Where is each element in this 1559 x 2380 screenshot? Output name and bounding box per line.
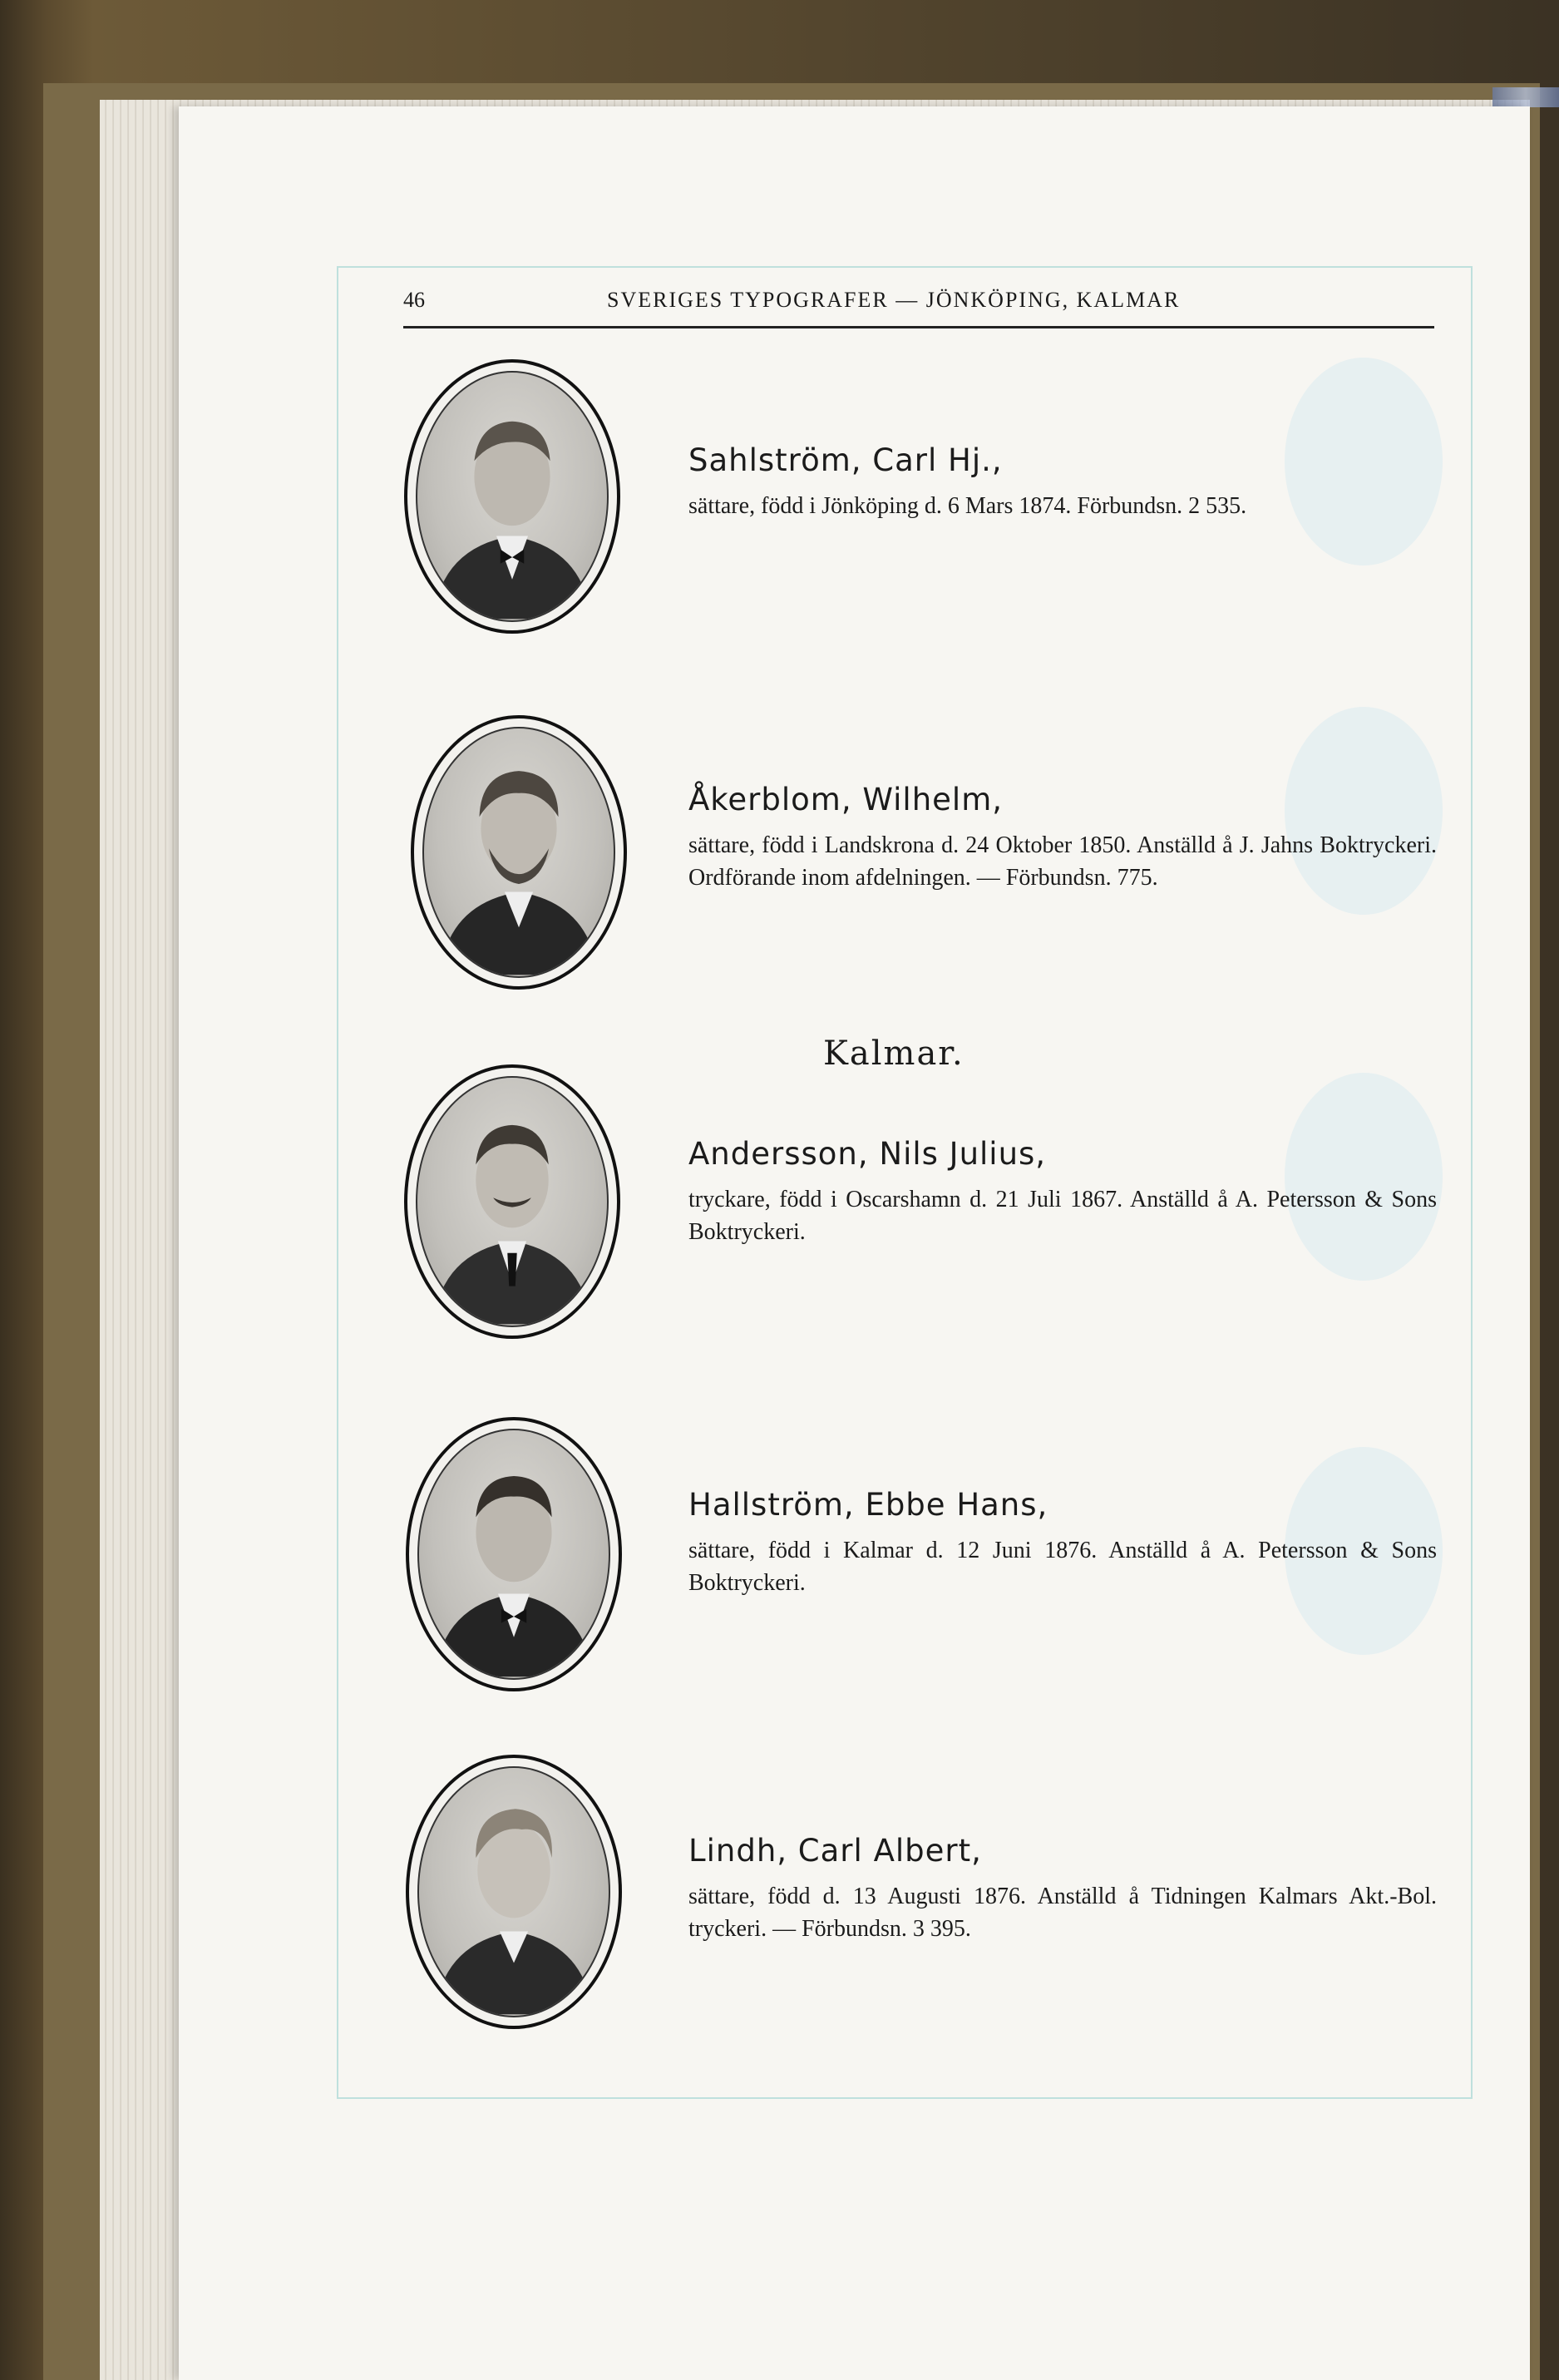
entry-text: tryckare, född i Oscarshamn d. 21 Juli 1867. Anställd å A. Petersson & Sons Boktryckeri. xyxy=(688,1187,1437,1245)
entry-name: Hallström, Ebbe Hans, xyxy=(688,1487,1048,1523)
entry-name: Åkerblom, Wilhelm, xyxy=(688,782,1003,817)
entry-text: sättare, född i Jönköping d. 6 Mars 1874. Förbundsn. 2 535. xyxy=(688,493,1247,519)
entry-name: Sahlström, Carl Hj., xyxy=(688,442,1003,478)
portrait-photo xyxy=(416,1076,609,1327)
entry-name: Lindh, Carl Albert, xyxy=(688,1833,982,1869)
portrait-photo xyxy=(416,371,609,622)
biography-entry xyxy=(688,1136,1437,1248)
portrait-figure-icon xyxy=(417,1078,607,1326)
biography-entry xyxy=(688,1833,1437,1945)
page-number: 46 xyxy=(403,288,425,312)
biography-entry xyxy=(688,782,1437,894)
portrait-photo xyxy=(417,1766,610,2017)
running-title: SVERIGES TYPOGRAFER — JÖNKÖPING, KALMAR xyxy=(607,288,1181,312)
biography-entry xyxy=(688,442,1437,522)
portrait-hallstrom xyxy=(406,1417,622,1691)
entry-text: sättare, född i Landskrona d. 24 Oktober 1850. Anställd å J. Jahns Boktryckeri. Ordförande inom afdelningen. — Förbundsn. 775. xyxy=(688,832,1437,891)
portrait-lindh xyxy=(406,1755,622,2029)
portrait-andersson xyxy=(404,1064,620,1339)
biography-entry xyxy=(688,1487,1437,1599)
portrait-sahlstrom xyxy=(404,359,620,634)
portrait-figure-icon xyxy=(419,1430,609,1678)
portrait-figure-icon xyxy=(419,1768,609,2016)
scanner-color-strip xyxy=(1492,87,1559,107)
entry-text: sättare, född i Kalmar d. 12 Juni 1876. Anställd å A. Petersson & Sons Boktryckeri. xyxy=(688,1538,1437,1596)
section-heading: Kalmar. xyxy=(823,1034,965,1073)
portrait-figure-icon xyxy=(424,728,614,976)
portrait-akerblom xyxy=(411,715,627,990)
entry-text: sättare, född d. 13 Augusti 1876. Anställd å Tidningen Kalmars Akt.-Bol. tryckeri. — Förbundsn. 3 395. xyxy=(688,1884,1437,1942)
portrait-photo xyxy=(422,727,615,978)
portrait-photo xyxy=(417,1429,610,1680)
entry-name: Andersson, Nils Julius, xyxy=(688,1136,1047,1172)
running-head xyxy=(403,288,1434,328)
portrait-figure-icon xyxy=(417,373,607,620)
